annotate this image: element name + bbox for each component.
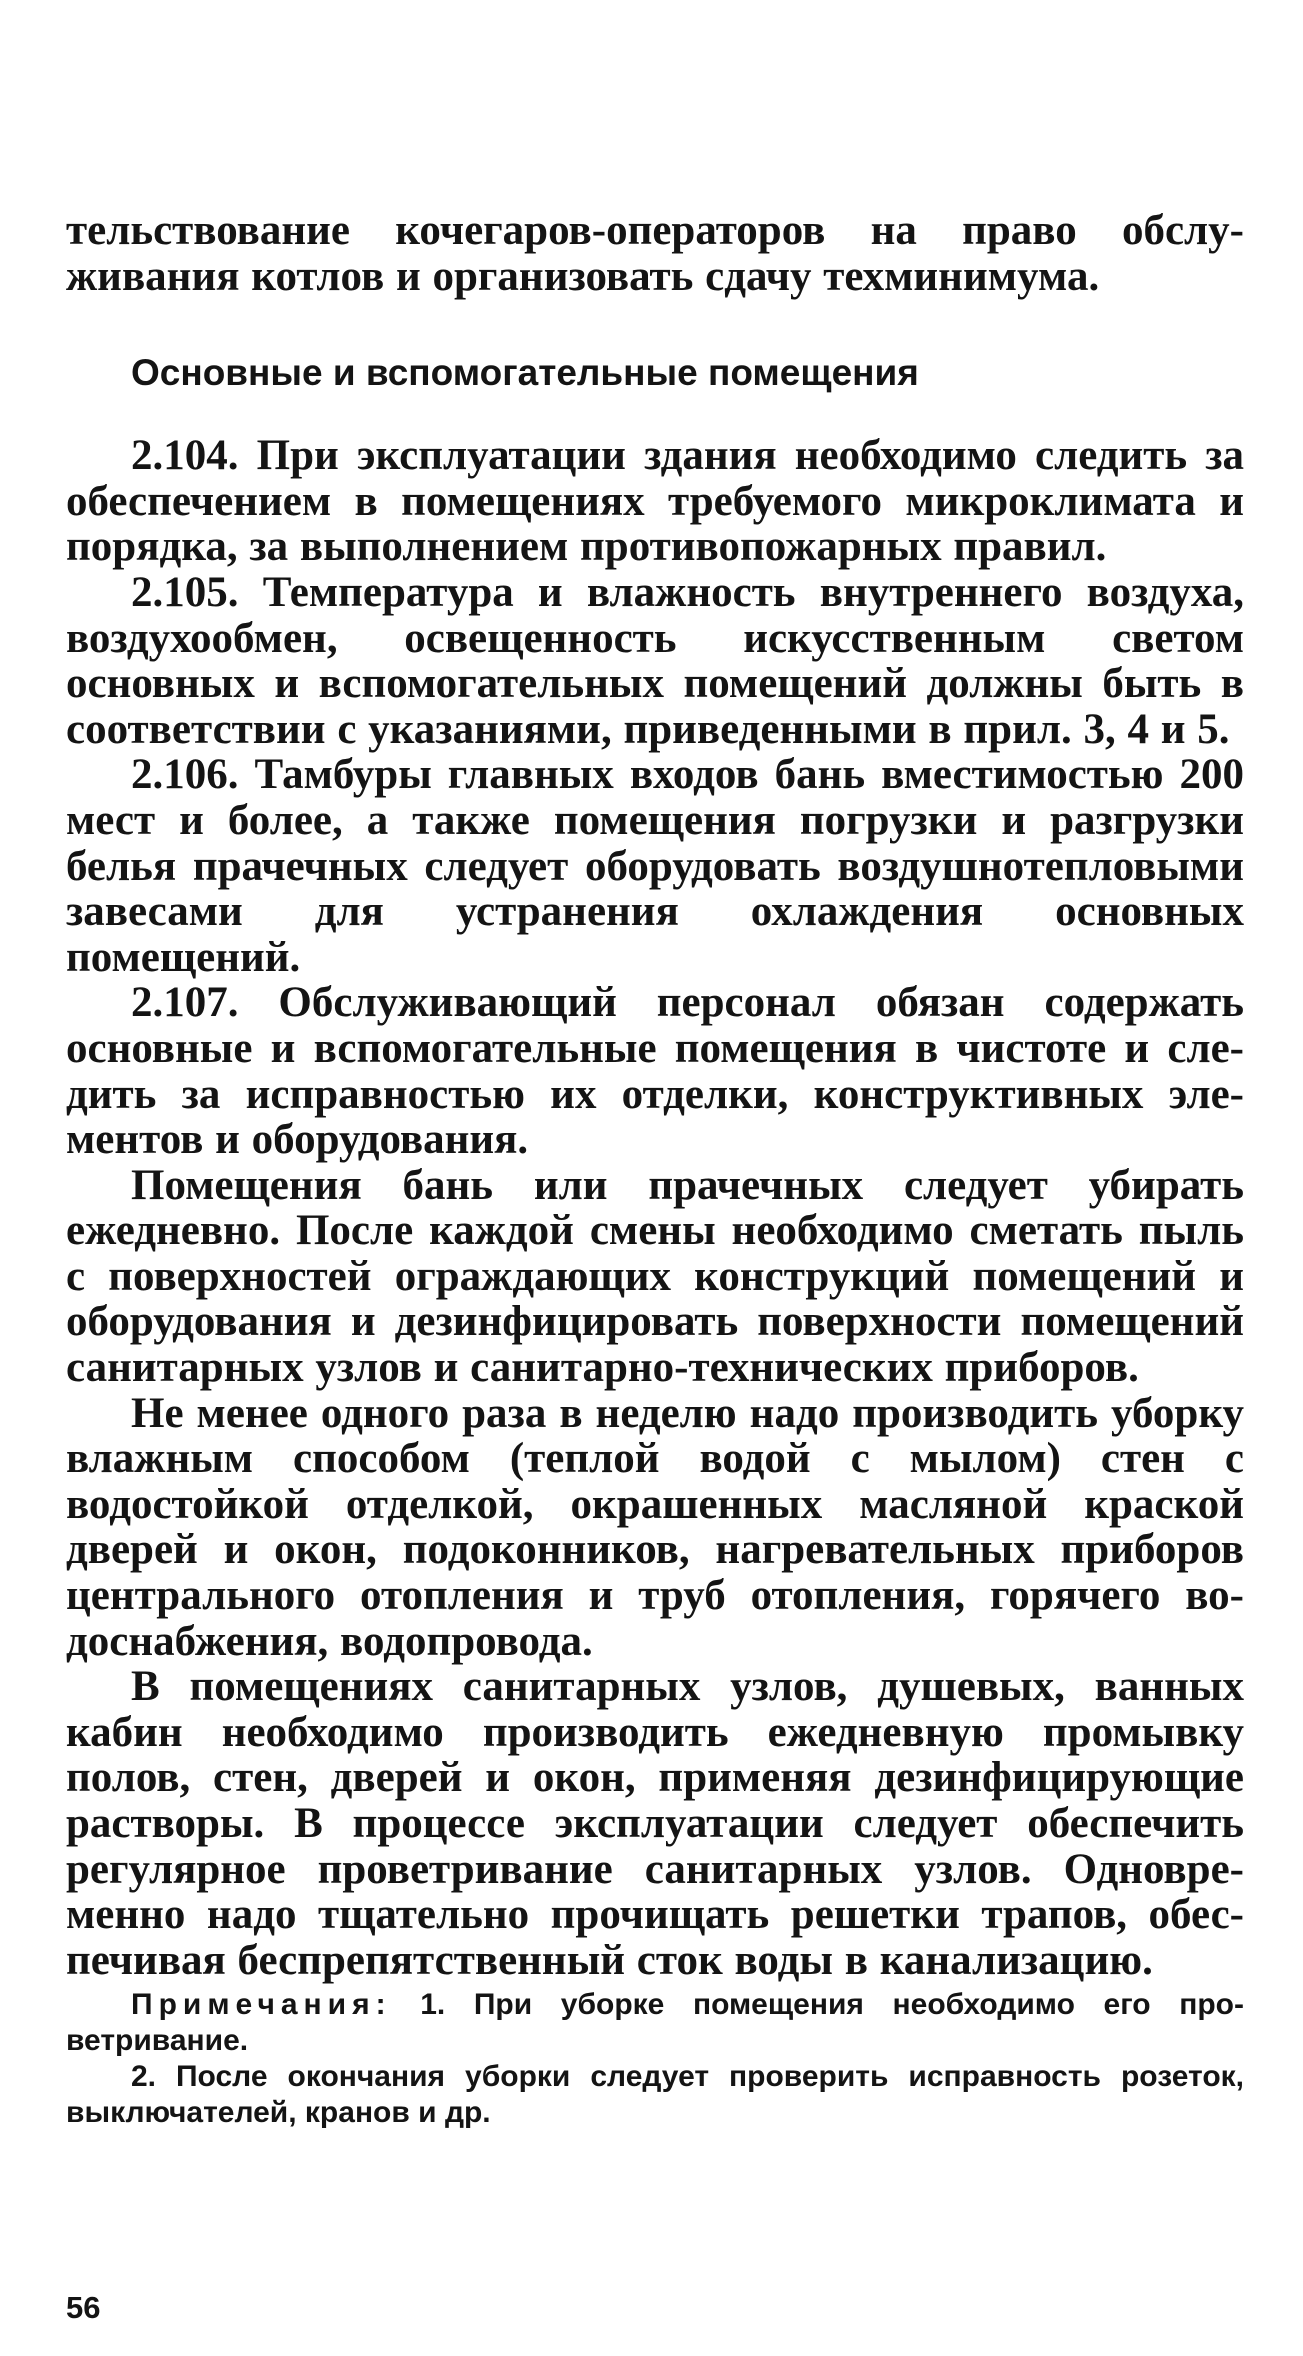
notes-label: Примечания:: [131, 1988, 392, 2022]
section-heading: Основные и вспомогательные помещения: [131, 352, 919, 394]
paragraph-number: 2.105.: [131, 568, 239, 616]
paragraph-number: 2.104.: [131, 432, 239, 480]
paragraph-number: 2.106.: [131, 751, 239, 799]
note-2: 2. После окончания уборки следует проверить исправность розеток, выключателей, кранов и др.: [66, 2060, 1244, 2130]
paragraph-2-106: [66, 752, 1244, 980]
paragraph-daily-cleaning: Помещения бань или прачечных следует убирать ежедневно. После каждой смены необходимо сметать пыль с поверхностей ограждающих конструкций помещений и оборудования и дезинфицировать поверхности помещений санитарных узлов и санитарно-технических приборов.: [66, 1161, 1244, 1392]
note-1: [66, 1987, 1244, 2059]
paragraph-text: Обслуживающий персонал обязан содержать основные и вспомогательные помещения в чистоте и следить за исправностью их отделки, конструктивных элементов и оборудования.: [66, 979, 1245, 1164]
paragraph-2-104: [66, 433, 1244, 570]
paragraph-text: При эксплуатации здания необходимо следить за обеспечением в помещениях требуемого микроклимата и порядка, за выполнением противопожарных правил.: [66, 432, 1245, 571]
paragraph-sanitary-rooms: В помещениях санитарных узлов, душевых, ванных кабин необходимо производить ежедневную промывку полов, стен, дверей и окон, применяя дезинфицирующие растворы. В процессе эксплуатации следует обеспечить регулярное проветривание санитарных узлов. Одновременно надо тщательно прочищать решетки трапов, обеспечивая беспрепятственный сток воды в канализацию.: [66, 1663, 1244, 1984]
paragraph-2-107: [66, 980, 1244, 1162]
paragraph-2-105: [66, 570, 1244, 752]
intro-paragraph: тельствование кочегаров-операторов на право обслуживания котлов и организовать сдачу техминимума.: [66, 207, 1244, 300]
paragraph-weekly-cleaning: Не менее одного раза в неделю надо производить уборку влажным способом (теплой водой с мылом) стен с водостойкой отделкой, окрашенных масляной краской дверей и окон, подоконников, нагревательных приборов центрального отопления и труб отопления, горячего водоснабжения, водопровода.: [66, 1389, 1244, 1665]
paragraph-text: Температура и влажность внутреннего воздуха, воздухообмен, освещенность искусственным светом основных и вспомогательных помещений должны быть в соответствии с указаниями, приведенными в прил. 3, 4 и 5.: [66, 568, 1245, 753]
note-text: 1. При уборке помещения необходимо его проветривание.: [66, 1988, 1244, 2058]
document-page: [66, 208, 1244, 2131]
paragraph-text: Тамбуры главных входов бань вместимостью 200 мест и более, а также помещения погрузки и разгрузки белья прачечных следует оборудовать воздушнотепловыми завесами для устранения охлаждения основных помещений.: [66, 751, 1245, 981]
paragraph-number: 2.107.: [131, 979, 239, 1027]
page-number: 56: [66, 2290, 101, 2325]
